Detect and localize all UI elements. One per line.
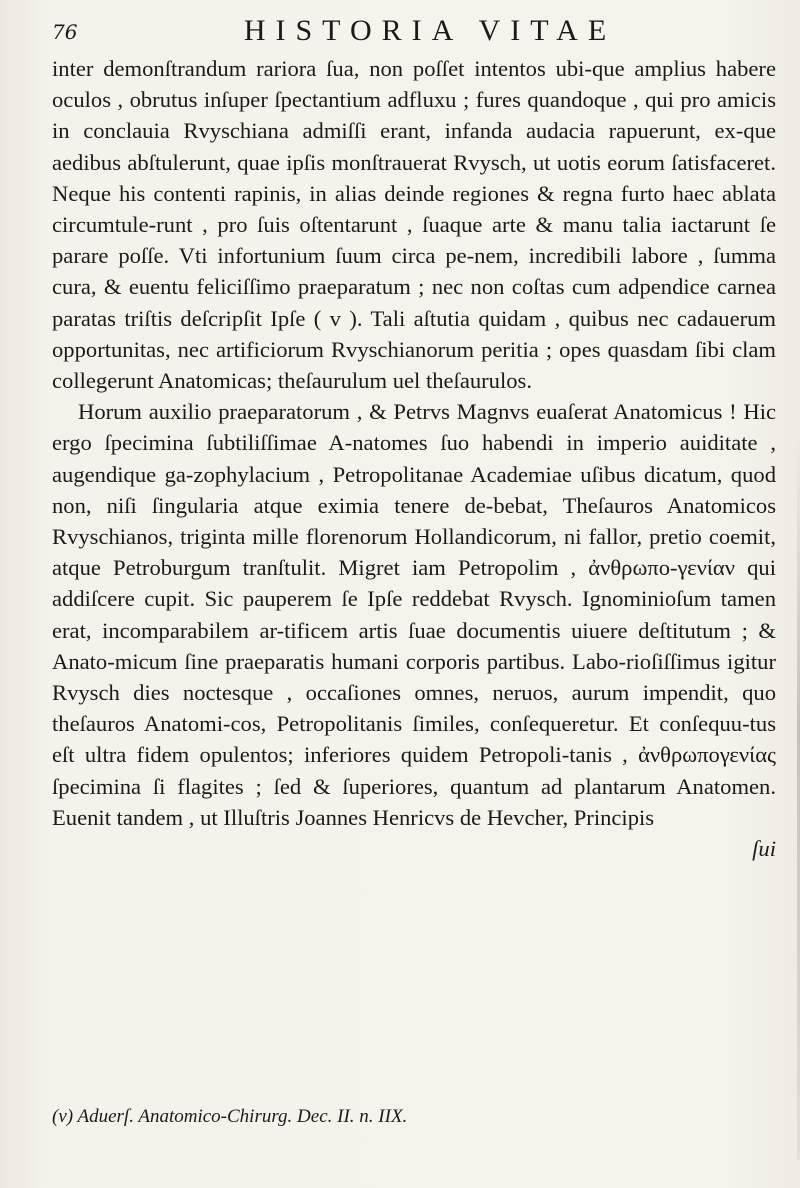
paragraph-2: Horum auxilio praeparatorum , & Petrvs Magnvs euaſerat Anatomicus ! Hic ergo ſpecimina ſubtiliſſimae A-natomes ſuo habendi in imperio auiditate , augendique ga-zophylacium , Petropolitanae Academiae uſibus dicatum, quod non, niſi ſingularia atque eximia tenere de-bebat, Theſauros Anatomicos Rvyschianos, triginta mille florenorum Hollandicorum, ni fallor, pretio coemit, atque Petroburgum tranſtulit. Migret iam Petropolim , ἀνθρωπο-γενίαν qui addiſcere cupit. Sic pauperem ſe Ipſe reddebat Rvysch. Ignominioſum tamen erat, incomparabilem ar-tificem artis ſuae documentis uiuere deſtitutum ; & Anato-micum ſine praeparatis humani corporis partibus. Labo-rioſiſſimus igitur Rvysch dies noctesque , occaſiones omnes, neruos, aurum impendit, quo theſauros Anatomi-cos, Petropolitanis ſimiles, conſequeretur. Et conſequu-tus eſt ultra fidem opulentos; inferiores quidem Petropoli-tanis , ἀνθρωπογενίας ſpecimina ſi flagites ; ſed & ſuperiores, quantum ad plantarum Anatomen. Euenit tandem , ut Illuſtris Joannes Henricvs de Hevcher, Principis xyxy=(52,399,776,830)
body-text xyxy=(52,53,776,864)
running-head xyxy=(52,14,772,48)
page-number: 76 xyxy=(52,20,78,44)
catchword: ſui xyxy=(752,836,776,862)
footnote: (v) Aduerſ. Anatomico-Chirurg. Dec. II. n. IIX. xyxy=(52,1106,408,1127)
running-title: HISTORIA VITAE xyxy=(243,14,617,47)
paragraph-1: inter demonſtrandum rariora ſua, non poſſet intentos ubi-que amplius habere oculos , obrutus inſuper ſpectantium adfluxu ; fures quandoque , qui pro amicis in conclauia Rvyschiana admiſſi erant, infanda audacia rapuerunt, ex-que aedibus abſtulerunt, quae ipſis monſtrauerat Rvysch, ut uotis eorum ſatisfaceret. Neque his contenti rapinis, in alias deinde regiones & regna furto haec ablata circumtule-runt , pro ſuis oſtentarunt , ſuaque arte & manu talia iactarunt ſe parare poſſe. Vti infortunium ſuum circa pe-nem, incredibili labore , ſumma cura, & euentu feliciſſimo praeparatum ; nec non coſtas cum adpendice carnea paratas triſtis deſcripſit Ipſe ( v ). Tali aſtutia quidam , quibus nec cadauerum opportunitas, nec artificiorum Rvyschianorum peritia ; opes quasdam ſibi clam collegerunt Anatomicas; theſaurulum uel theſaurulos. xyxy=(52,56,776,394)
